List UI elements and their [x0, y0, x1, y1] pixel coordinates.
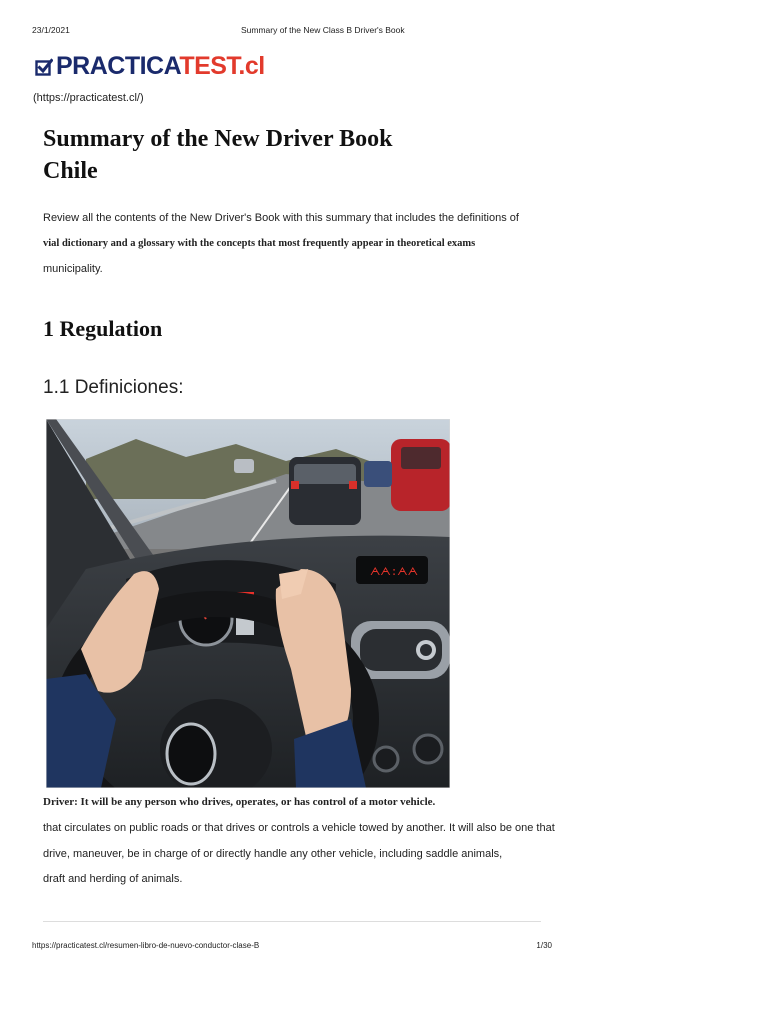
definition-line: drive, maneuver, be in charge of or directly handle any other vehicle, including saddle animals,	[43, 848, 503, 860]
divider	[43, 921, 541, 922]
page-number: 1/30	[536, 941, 552, 950]
logo-wordmark-part1: PRACTICA	[56, 52, 180, 80]
definition-line: Driver: It will be any person who drives, operates, or has control of a motor vehicle.	[43, 796, 436, 808]
hands-on-steering-wheel-photo	[46, 419, 450, 788]
logo-wordmark-part2: TEST.cl	[179, 52, 265, 80]
intro-line: Review all the contents of the New Driver's Book with this summary that includes the definitions of	[43, 212, 519, 224]
intro-line: municipality.	[43, 263, 103, 275]
section-heading: 1 Regulation	[43, 316, 163, 341]
intro-line: vial dictionary and a glossary with the concepts that most frequently appear in theoretical exams	[43, 238, 476, 249]
checkbox-check-icon	[35, 58, 53, 76]
print-page-title: Summary of the New Class B Driver's Book	[241, 25, 405, 35]
subsection-heading: 1.1 Definiciones:	[43, 377, 184, 398]
article-title: Summary of the New Driver Book Chile	[43, 126, 393, 184]
definition-line: that circulates on public roads or that drives or controls a vehicle towed by another. It will also be one that	[43, 822, 555, 834]
site-link[interactable]: (https://practicatest.cl/)	[33, 92, 144, 104]
logo-wordmark	[56, 54, 265, 79]
print-footer-url: https://practicatest.cl/resumen-libro-de-nuevo-conductor-clase-B	[32, 941, 260, 950]
definition-line: draft and herding of animals.	[43, 873, 183, 885]
practicatest-logo[interactable]	[35, 54, 265, 79]
print-date: 23/1/2021	[32, 25, 70, 35]
svg-text:ᗅᗅ:ᗅᗅ: ᗅᗅ:ᗅᗅ	[370, 567, 419, 579]
